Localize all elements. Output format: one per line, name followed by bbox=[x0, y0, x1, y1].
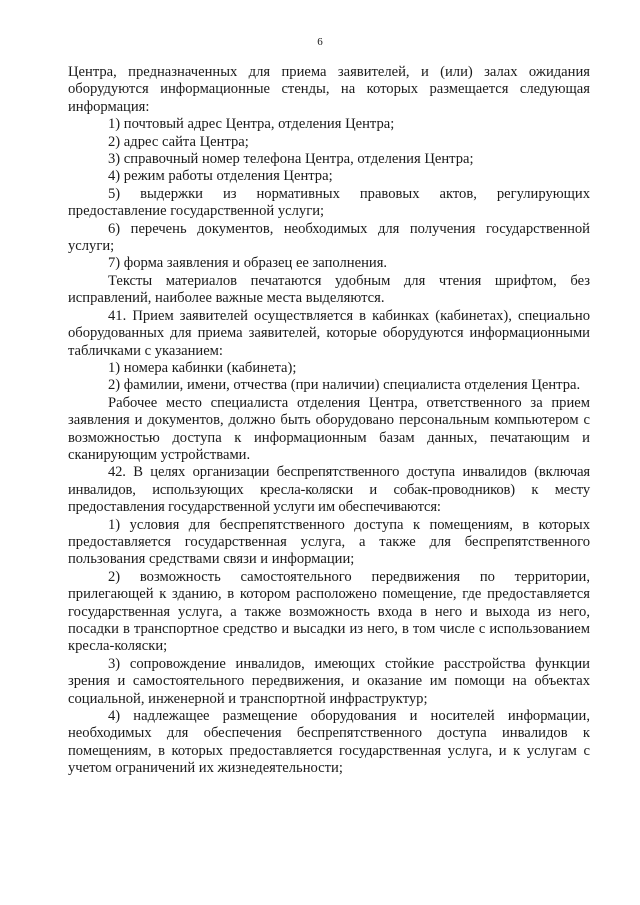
page-number: 6 bbox=[317, 36, 323, 48]
list-item: 1) номера кабинки (кабинета); bbox=[108, 359, 297, 376]
list-item: 3) справочный номер телефона Центра, отделения Центра; bbox=[108, 151, 474, 168]
list-item: 1) почтовый адрес Центра, отделения Центра; bbox=[108, 116, 395, 133]
paragraph: Тексты материалов печатаются удобным для чтения шрифтом, без исправлений, наиболее важные места выделяются. bbox=[68, 272, 590, 307]
paragraph: Рабочее место специалиста отделения Центра, ответственного за прием заявления и документов, должно быть оборудовано персональным компьютером с возможностью доступа к информационным базам данных, печатающим и сканирующим устройствами. bbox=[68, 394, 590, 463]
section-42: 42. В целях организации беспрепятственного доступа инвалидов (включая инвалидов, использующих кресла-коляски и собак-проводников) к месту предоставления государственной услуги им обеспечиваются: bbox=[68, 464, 590, 516]
list-item: 5) выдержки из нормативных правовых актов, регулирующих предоставление государственной услуги; bbox=[68, 185, 590, 220]
list-item: 6) перечень документов, необходимых для получения государственной услуги; bbox=[68, 220, 590, 255]
list-item: 3) сопровождение инвалидов, имеющих стойкие расстройства функции зрения и самостоятельного передвижения, и оказание им помощи на объектах социальной, инженерной и транспортной инфраструктур; bbox=[68, 655, 590, 707]
list-item: 4) режим работы отделения Центра; bbox=[108, 168, 333, 185]
paragraph: Центра, предназначенных для приема заявителей, и (или) залах ожидания оборудуются информационные стенды, на которых размещается следующая информация: bbox=[68, 64, 590, 115]
list-item: 7) форма заявления и образец ее заполнения. bbox=[108, 255, 388, 272]
list-item: 1) условия для беспрепятственного доступа к помещениям, в которых предоставляется государственная услуга, а также для беспрепятственного пользования средствами связи и информации; bbox=[68, 516, 590, 568]
document-body bbox=[68, 64, 590, 778]
list-item: 2) возможность самостоятельного передвижения по территории, прилегающей к зданию, в котором расположено помещение, где предоставляется государственная услуга, а также возможность входа в него и выхода из него, посадки в транспортное средство и высадки из него, в том числе с использованием кресла-коляски; bbox=[68, 568, 590, 655]
list-item: 2) фамилии, имени, отчества (при наличии) специалиста отделения Центра. bbox=[108, 377, 581, 394]
section-41: 41. Прием заявителей осуществляется в кабинках (кабинетах), специально оборудованных для приема заявителей, которые оборудуются информационными табличками с указанием: bbox=[68, 307, 590, 359]
list-item: 4) надлежащее размещение оборудования и носителей информации, необходимых для обеспечения беспрепятственного доступа инвалидов к помещениям, в которых предоставляется государственная услуга, и к услугам с учетом ограничений их жизнедеятельности; bbox=[68, 708, 590, 777]
list-item: 2) адрес сайта Центра; bbox=[108, 133, 249, 150]
